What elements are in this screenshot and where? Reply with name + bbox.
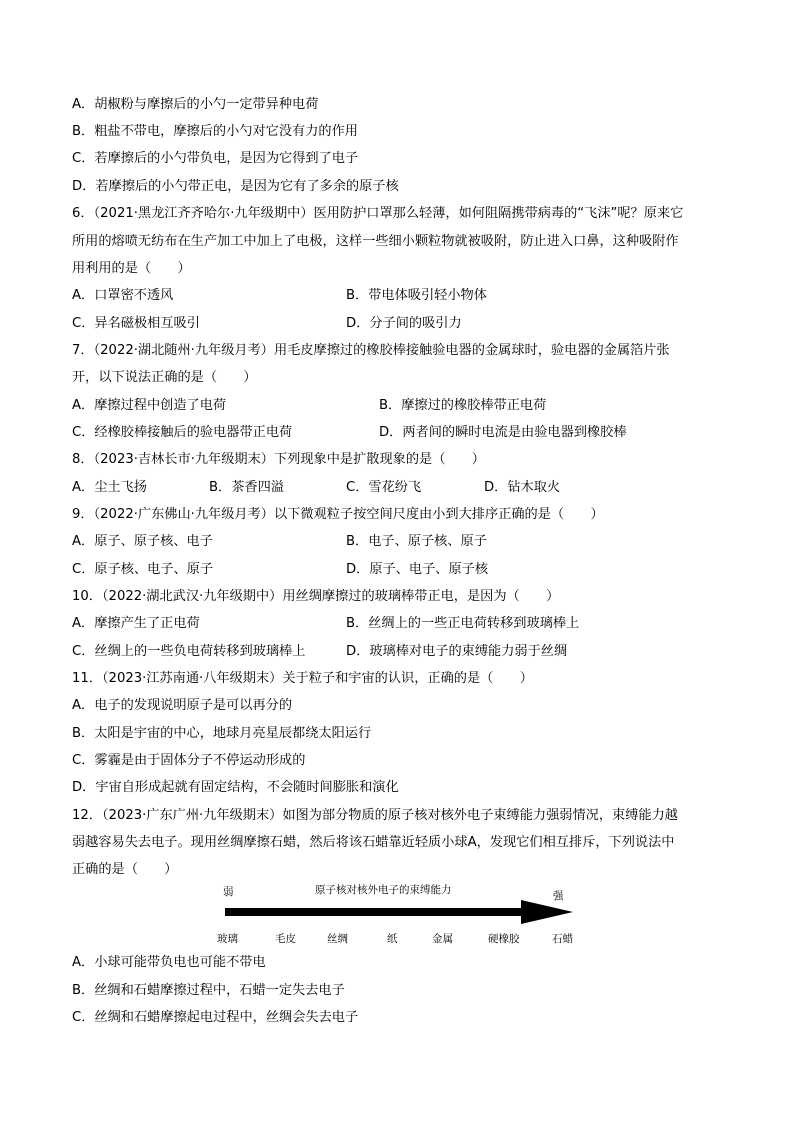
material-paraffin: 石蜡 [552,933,573,945]
q6-stem-line-1: 6．（2021·黑龙江齐齐哈尔·九年级期中）医用防护口罩那么轻薄，如何阻隔携带病毒的“飞沫”呢？原来它 [72,206,684,221]
q6-option-c: C．异名磁极相互吸引 [72,316,200,331]
strong-label: 强 [553,890,564,902]
q7-stem-line-2: 开，以下说法正确的是（ ） [72,370,257,385]
q5-option-b: B．粗盐不带电，摩擦后的小勺对它没有力的作用 [72,124,358,139]
q9-stem: 9．（2022·广东佛山·九年级月考）以下微观粒子按空间尺度由小到大排序正确的是（ ） [72,507,604,522]
material-metal: 金属 [432,933,453,945]
q5-option-d: D．若摩擦后的小勺带正电，是因为它有了多余的原子核 [72,179,399,194]
q11-option-c: C．雾霾是由于固体分子不停运动形成的 [72,753,306,768]
q12-option-b: B．丝绸和石蜡摩擦过程中，石蜡一定失去电子 [72,983,345,998]
q10-option-a: A．摩擦产生了正电荷 [72,616,200,631]
arrow-icon [225,900,575,924]
q12-stem-line-3: 正确的是（ ） [72,862,178,877]
q11-option-d: D．宇宙自形成起就有固定结构，不会随时间膨胀和演化 [72,780,399,795]
weak-label: 弱 [223,886,234,898]
q11-option-a: A．电子的发现说明原子是可以再分的 [72,698,293,713]
q10-option-b: B．丝绸上的一些正电荷转移到玻璃棒上 [346,616,580,631]
q6-option-d: D．分子间的吸引力 [346,316,462,331]
q8-option-c: C．雪花纷飞 [346,480,422,495]
binding-ability-diagram [205,878,595,950]
q11-option-b: B．太阳是宇宙的中心，地球月亮星辰都绕太阳运行 [72,726,372,741]
q10-option-c: C．丝绸上的一些负电荷转移到玻璃棒上 [72,644,306,659]
q9-option-d: D．原子、电子、原子核 [346,562,489,577]
diagram-title: 原子核对核外电子的束缚能力 [315,884,452,896]
q5-option-c: C．若摩擦后的小勺带负电，是因为它得到了电子 [72,151,359,166]
q12-option-c: C．丝绸和石蜡摩擦起电过程中，丝绸会失去电子 [72,1010,359,1025]
q8-stem: 8．（2023·吉林长市·九年级期末）下列现象中是扩散现象的是（ ） [72,452,485,467]
material-fur: 毛皮 [275,933,296,945]
q8-option-d: D．钻木取火 [484,480,561,495]
q10-option-d: D．玻璃棒对电子的束缚能力弱于丝绸 [346,644,568,659]
q9-option-c: C．原子核、电子、原子 [72,562,214,577]
q7-option-d: D．两者间的瞬时电流是由验电器到橡胶棒 [379,425,627,440]
q6-stem-line-2: 所用的熔喷无纺布在生产加工中加上了电极，这样一些细小颗粒物就被吸附，防止进入口鼻，这种吸附作 [72,234,679,249]
q7-option-b: B．摩擦过的橡胶棒带正电荷 [379,398,547,413]
material-paper: 纸 [387,933,398,945]
q7-option-c: C．经橡胶棒接触后的验电器带正电荷 [72,425,293,440]
q7-option-a: A．摩擦过程中创造了电荷 [72,398,227,413]
q5-option-a: A．胡椒粉与摩擦后的小勺一定带异种电荷 [72,97,319,112]
q12-stem-line-1: 12．（2023·广东广州·九年级期末）如图为部分物质的原子核对核外电子束缚能力强弱情况，束缚能力越 [72,808,678,823]
q11-stem: 11．（2023·江苏南通·八年级期末）关于粒子和宇宙的认识，正确的是（ ） [72,671,533,686]
q12-option-a: A．小球可能带负电也可能不带电 [72,955,266,970]
q8-option-a: A．尘土飞扬 [72,480,147,495]
q6-option-a: A．口罩密不透风 [72,288,174,303]
q7-stem-line-1: 7．（2022·湖北随州·九年级月考）用毛皮摩擦过的橡胶棒接触验电器的金属球时，验电器的金属箔片张 [72,343,670,358]
material-hard-rubber: 硬橡胶 [488,933,520,945]
material-glass: 玻璃 [217,933,238,945]
q10-stem: 10．（2022·湖北武汉·九年级期中）用丝绸摩擦过的玻璃棒带正电，是因为（ ） [72,589,560,604]
q6-stem-line-3: 用利用的是（ ） [72,261,191,276]
q8-option-b: B．茶香四溢 [209,480,284,495]
material-silk: 丝绸 [327,933,348,945]
q6-option-b: B．带电体吸引轻小物体 [346,288,487,303]
q9-option-b: B．电子、原子核、原子 [346,534,487,549]
q9-option-a: A．原子、原子核、电子 [72,534,213,549]
q12-stem-line-2: 弱越容易失去电子。现用丝绸摩擦石蜡，然后将该石蜡靠近轻质小球A，发现它们相互排斥，下列说法中 [72,835,675,850]
